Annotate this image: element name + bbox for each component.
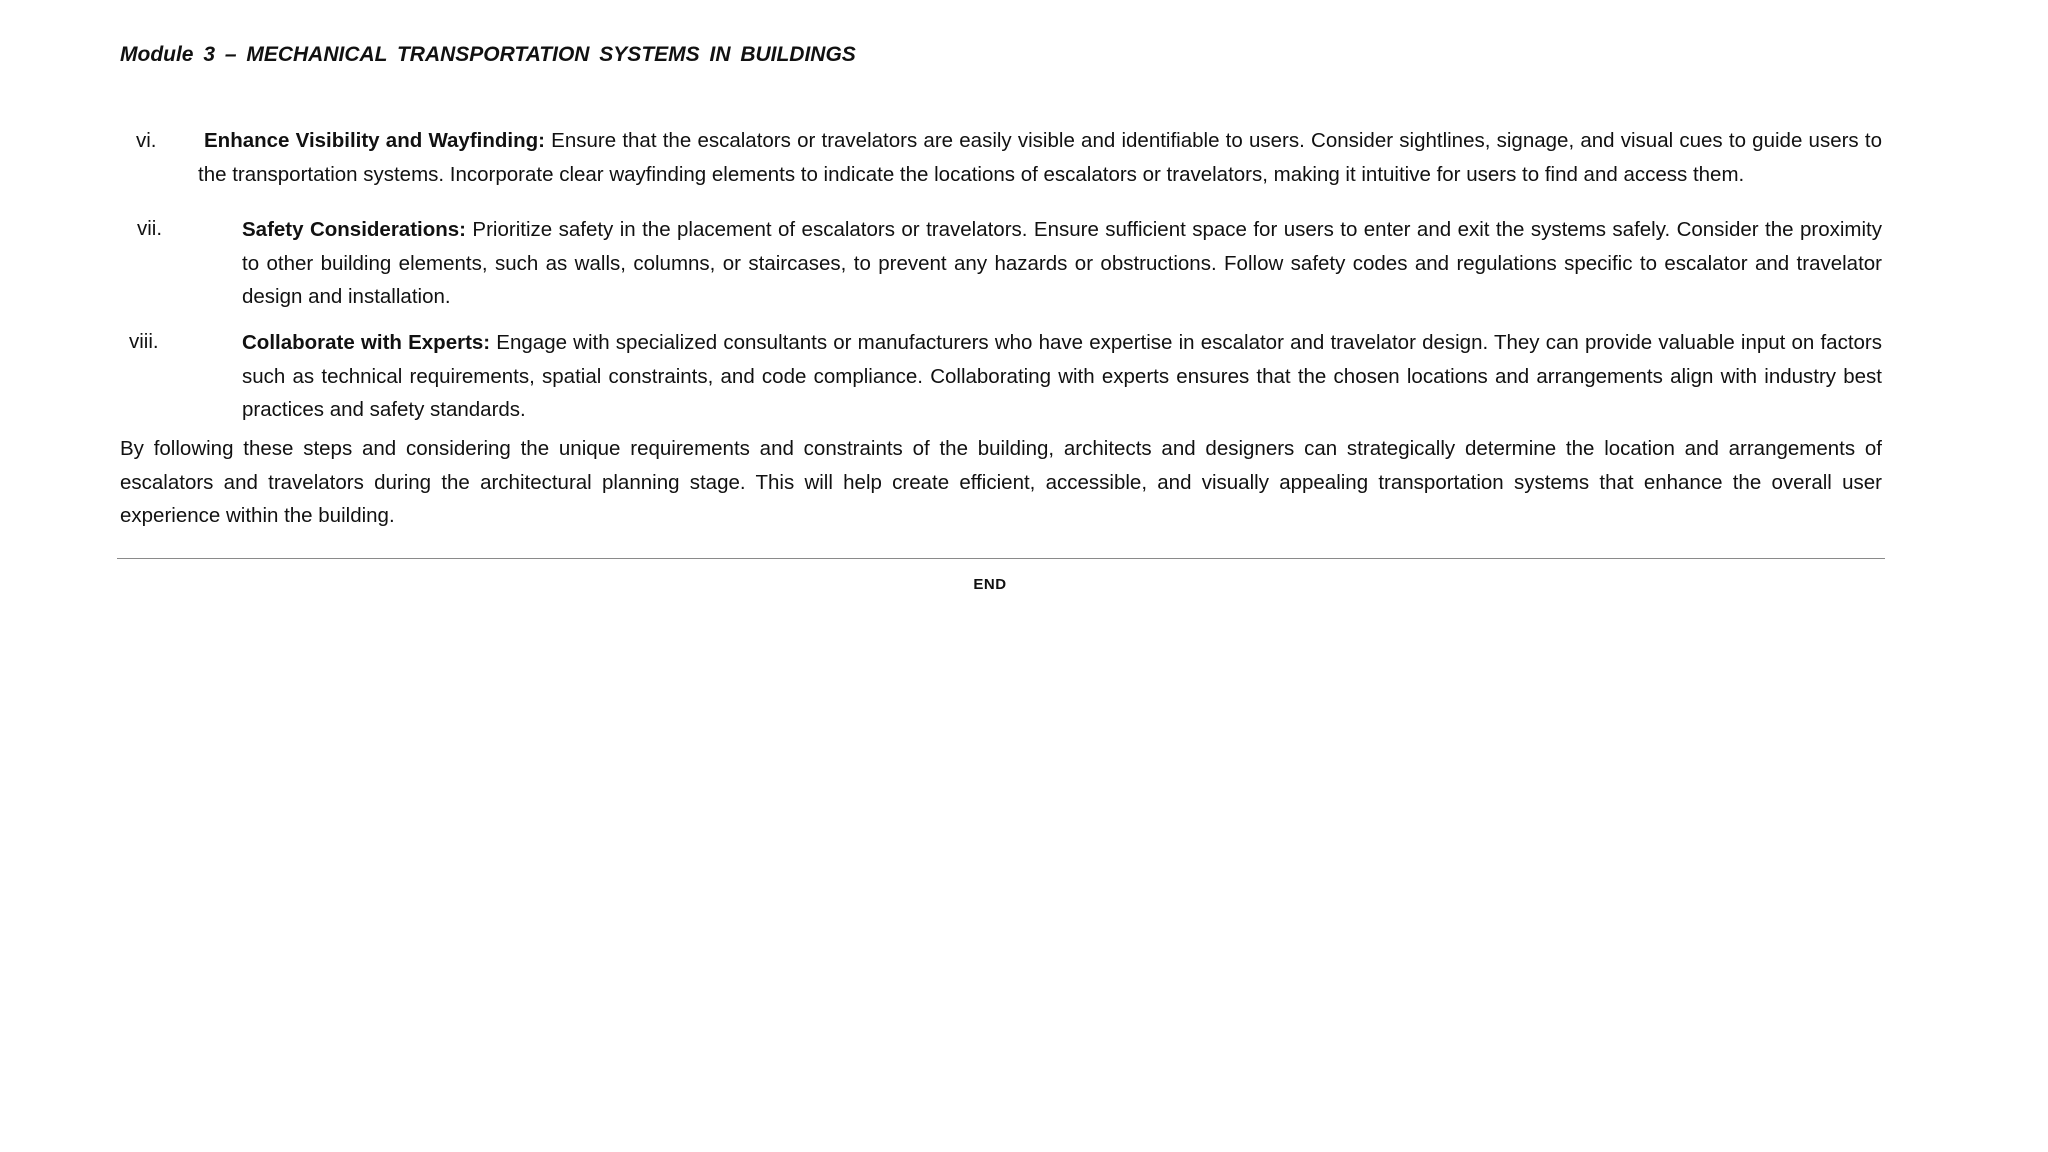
list-numeral-vi: vi.	[136, 129, 157, 152]
horizontal-rule	[117, 558, 1885, 559]
list-item-safety-considerations	[242, 213, 1882, 314]
module-header: Module 3 – MECHANICAL TRANSPORTATION SYSTEMS IN BUILDINGS	[120, 43, 856, 66]
list-item-title: Collaborate with Experts:	[242, 331, 491, 354]
list-numeral-viii: viii.	[129, 330, 159, 353]
list-item-text: Engage with specialized consultants or manufacturers who have expertise in escalator and travelator design. They can provide valuable input on factors such as technical requirements, spatial constraints, and code compliance. Collaborating with experts ensures that the chosen locations and arrangements align with industry best practices and safety standards.	[242, 331, 1883, 421]
list-item-visibility-wayfinding	[198, 124, 1882, 191]
list-item-title: Enhance Visibility and Wayfinding:	[204, 129, 545, 152]
list-item-text: Prioritize safety in the placement of escalators or travelators. Ensure sufficient space for users to enter and exit the systems safely. Consider the proximity to other building elements, such as walls, columns, or staircases, to prevent any hazards or obstructions. Follow safety codes and regulations specific to escalator and travelator design and installation.	[242, 218, 1882, 308]
end-label: END	[973, 576, 1007, 593]
list-item-title: Safety Considerations:	[242, 218, 466, 241]
list-item-collaborate-experts	[242, 326, 1882, 427]
list-item-text: Ensure that the escalators or travelators are easily visible and identifiable to users. Consider sightlines, signage, and visual cues to guide users to the transportation systems. Incorporate clear wayfinding elements to indicate the locations of escalators or travelators, making it intuitive for users to find and access them.	[198, 129, 1882, 186]
closing-paragraph: By following these steps and considering the unique requirements and constraints of the building, architects and designers can strategically determine the location and arrangements of escalators and travelators during the architectural planning stage. This will help create efficient, accessible, and visually appealing transportation systems that enhance the overall user experience within the building.	[120, 437, 1882, 527]
list-numeral-vii: vii.	[137, 217, 163, 240]
